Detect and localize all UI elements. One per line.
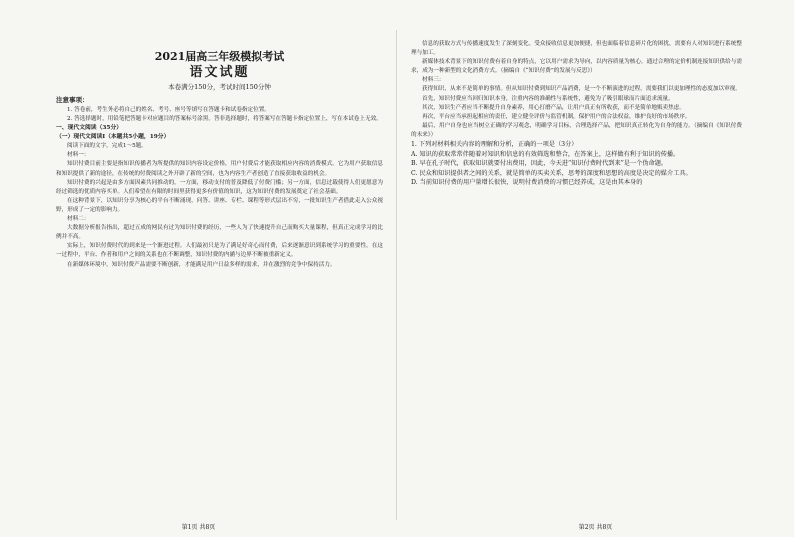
section-heading: 一、现代文阅读（35分） <box>56 124 123 131</box>
option-b: B. 早在孔子时代，获取知识就要付出费用，因此，今天进“知识付费时代到来”是一个伪命题。 <box>411 160 668 168</box>
material1-paragraph: 知识付费的兴起是由多方面因素共同推动的。一方面，移动支付的普及降低了付费门槛；另一方面，信息过载使得人们更愿意为经过筛选的优质内容买单。人们希望在有限的时间里获得更多有价值的知识，这为知识付费的发展奠定了社会基础。 <box>56 179 383 195</box>
subject-title: 语文试题 <box>189 65 250 80</box>
material1-paragraph: 在这种背景下，以知识分享为核心的平台不断涌现，问答、讲座、专栏、课程等形式层出不穷，一批知识生产者借此走入公众视野，形成了一定的影响力。 <box>56 197 383 213</box>
page-footer: 第2页 共8页 <box>578 524 613 531</box>
score-time: 本卷满分150分，考试时间150分钟 <box>168 83 271 91</box>
right-page <box>397 0 794 537</box>
instruction: 阅读下面的文字，完成1～5题。 <box>67 143 147 150</box>
subsection-heading: （一）现代文阅读Ⅰ（本题共5小题，19分） <box>56 133 170 140</box>
material3-paragraph: 获得知识，从来不是简单的事情。但从知识付费到知识产品消费，是一个不断演进的过程，需要我们以更加理性的态度加以审视。 <box>422 86 741 93</box>
exam-title: 2021届高三年级模拟考试 <box>154 50 285 63</box>
option-c: C. 民众和知识提供者之间的关系，就是简单的买卖关系，思考的深度和思想的高度是决定的媒介工具。 <box>411 169 692 177</box>
material3-label: 材料三： <box>422 77 445 84</box>
material2-paragraph: 在新媒体环境中，知识付费产品需要不断创新，才能满足用户日益多样的需求，并在激烈的竞争中保持活力。 <box>67 261 336 268</box>
material3-paragraph: 再次，平台应当承担起相应的责任，建立健全评价与监管机制，保护用户的合法权益，维护良好的市场秩序。 <box>422 113 691 120</box>
material2-paragraph: 大数据分析报告指出，超过五成的网民有过为知识付费的经历，一些人为了快速提升自己而购买大量课程，但真正完成学习的比例并不高。 <box>56 225 383 241</box>
intro-paragraph: 信息的获取方式与传播速度发生了深刻变化。受众接收信息更加便捷，但也面临着信息碎片化的困扰，需要有人对知识进行系统整理与加工。 <box>411 41 742 57</box>
notice-heading: 注意事项： <box>56 96 89 104</box>
question-stem: 1. 下列对材料相关内容的理解和分析，正确的一项是（3分） <box>411 141 578 149</box>
material3-paragraph: 首先，知识付费应当回归知识本身，注重内容的准确性与系统性，避免为了吸引眼球而片面追求流量。 <box>422 95 674 102</box>
material3-paragraph: 最后，用户自身也应当树立正确的学习观念，明确学习目标，合理选择产品，把知识真正转化为自身的能力。（摘编自《知识付费的未来》） <box>411 122 742 138</box>
material1-paragraph: 知识付费目前主要是指知识传播者为所提供的知识内容设定价格，用户付费后才能获取相应内容的消费模式。它为用户获取信息和知识提供了新的途径，在传统的付费阅读之外开辟了新的空间，也为内容生产者创造了直接获取收益的机会。 <box>56 161 383 177</box>
page-footer: 第1页 共8页 <box>181 524 216 531</box>
notice-item: 1. 答卷前，考生务必将自己的姓名、考号、座号等填写在答题卡和试卷指定位置。 <box>67 106 270 113</box>
material1-label: 材料一： <box>67 152 90 159</box>
material2-label: 材料二： <box>67 216 90 223</box>
material2-paragraph: 实际上，知识付费时代的到来是一个渐进过程。人们最初只是为了满足好奇心而付费，后来逐渐意识到系统学习的重要性。在这一过程中，平台、作者和用户之间的关系也在不断调整，知识付费的内涵与边界不断被重新定义。 <box>56 243 383 259</box>
option-d: D. 当前知识付费的用户量增长很快，说明付费消费的习惯已经养成，这是由其本身的 <box>411 179 643 187</box>
intro-paragraph: 新媒体技术背景下的知识付费有着自身的特点，它以用户需求为导向，以内容质量为核心，通过合理的定价机制连接知识供给与需求，成为一种新型的文化消费方式。（摘编自《“知识付费”的发展与反思》） <box>411 59 742 75</box>
option-a: A. 知识的获取常常伴随着对知识和信息的有效筛选和整合，在答案上，这样做有利于知识的传播。 <box>411 150 680 158</box>
notice-item: 2. 答选择题时，用铅笔把答题卡对应题目的答案标号涂黑。答非选择题时，将答案写在答题卡指定位置上，写在本试卷上无效。 <box>67 115 382 122</box>
material3-paragraph: 其次，知识生产者应当不断提升自身素养，用心打磨产品，让用户真正有所收获，而不是简单地贩卖焦虑。 <box>422 104 685 111</box>
